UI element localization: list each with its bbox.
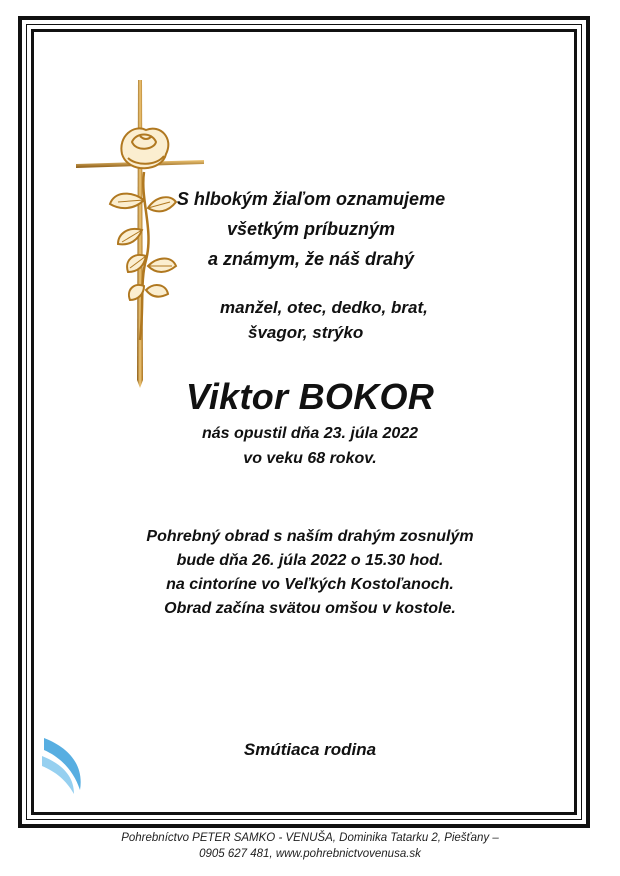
footer-line: 0905 627 481, www.pohrebnictvovenusa.sk bbox=[199, 848, 421, 860]
intro-line: a známym, že náš drahý bbox=[207, 249, 415, 269]
intro-line: všetkým príbuzným bbox=[226, 219, 396, 239]
signature: Smútiaca rodina bbox=[243, 740, 377, 759]
age-line: vo veku 68 rokov. bbox=[243, 450, 377, 467]
funeral-line: na cintoríne vo Veľkých Kostoľanoch. bbox=[166, 576, 454, 593]
footer-contact bbox=[0, 830, 620, 862]
intro-text bbox=[166, 184, 456, 274]
death-date-line: nás opustil dňa 23. júla 2022 bbox=[201, 425, 419, 442]
funeral-details bbox=[0, 525, 620, 621]
intro-line: S hlbokým žiaľom oznamujeme bbox=[176, 189, 446, 209]
swoosh-logo-icon bbox=[40, 736, 88, 796]
funeral-line: Obrad začína svätou omšou v kostole. bbox=[164, 600, 456, 617]
relations-line: manžel, otec, dedko, brat, bbox=[220, 298, 428, 317]
relations-line: švagor, strýko bbox=[248, 323, 364, 342]
funeral-line: Pohrebný obrad s naším drahým zosnulým bbox=[146, 528, 474, 545]
footer-line: Pohrebníctvo PETER SAMKO - VENUŠA, Dominika Tatarku 2, Piešťany – bbox=[121, 832, 499, 844]
deceased-name: Viktor BOKOR bbox=[185, 376, 435, 417]
funeral-line: bude dňa 26. júla 2022 o 15.30 hod. bbox=[176, 552, 444, 569]
